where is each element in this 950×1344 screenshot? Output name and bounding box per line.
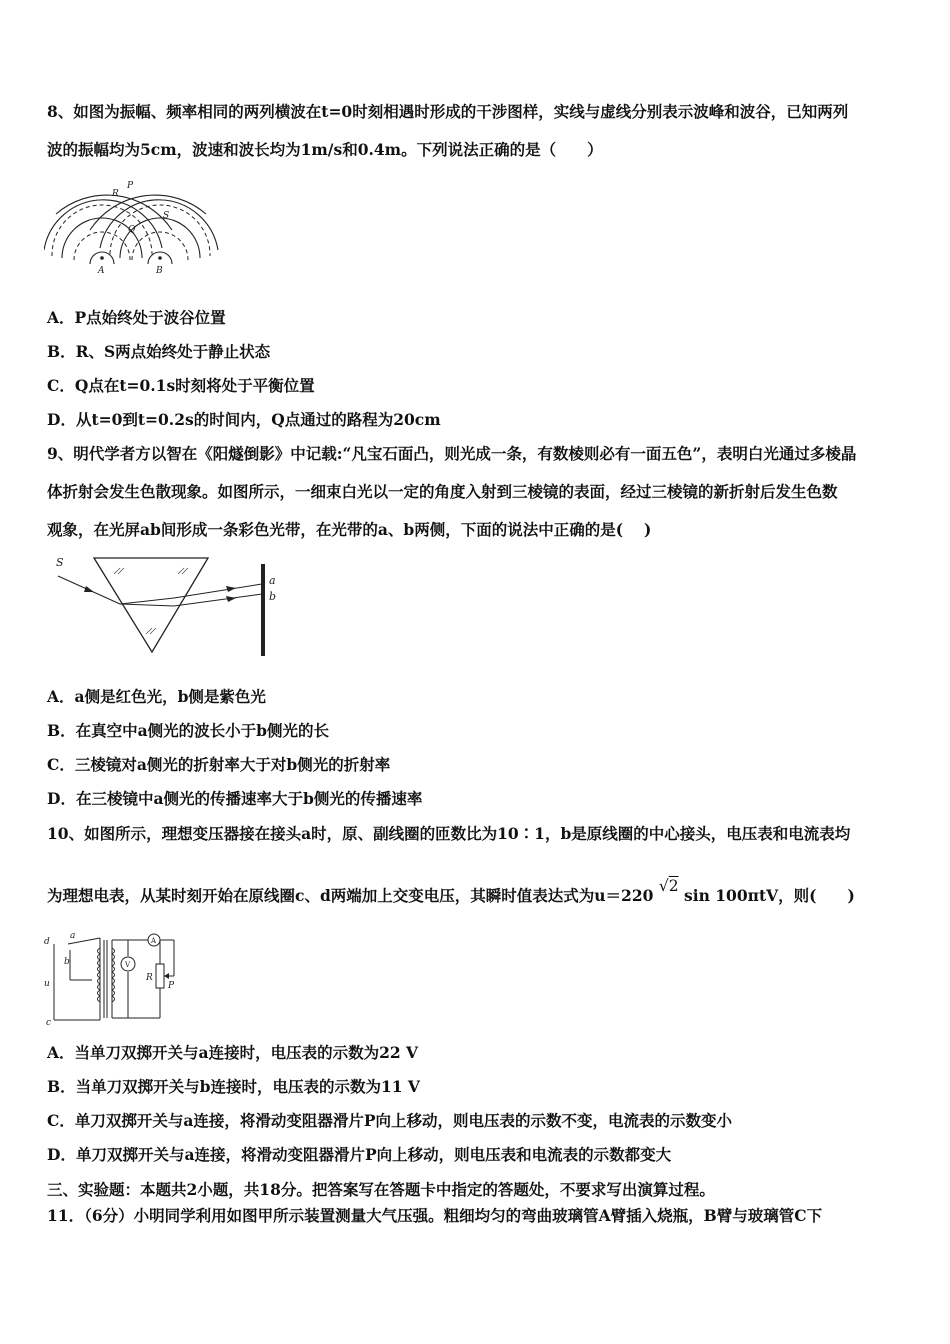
q9-option-a: A．a侧是红色光，b侧是紫色光 (47, 687, 266, 706)
q8-interference-figure (44, 178, 219, 278)
q10-label-u: u (44, 979, 50, 989)
q8-label-p: P (127, 181, 134, 191)
q10-option-b: B．当单刀双掷开关与b连接时，电压表的示数为11 V (47, 1077, 420, 1096)
q10-stem-line2-part1: 为理想电表，从某时刻开始在原线圈c、d两端加上交变电压，其瞬时值表达式为u＝220 (47, 886, 654, 905)
q9-stem-line3: 观象，在光屏ab间形成一条彩色光带，在光带的a、b两侧，下面的说法中正确的是( ) (47, 520, 652, 539)
q9-option-b: B．在真空中a侧光的波长小于b侧光的长 (47, 721, 329, 740)
q8-option-a: A．P点始终处于波谷位置 (47, 308, 226, 327)
q10-label-c: c (46, 1018, 52, 1026)
q8-option-b: B．R、S两点始终处于静止状态 (47, 342, 271, 361)
q8-stem-line1: 8、如图为振幅、频率相同的两列横波在t=0时刻相遇时形成的干涉图样，实线与虚线分别表示波峰和波谷，已知两列 (47, 102, 849, 121)
q10-label-r: R (146, 973, 153, 983)
ammeter-label: A (151, 937, 157, 945)
q8-option-c: C．Q点在t=0.1s时刻将处于平衡位置 (47, 376, 315, 395)
q10-stem-line1: 10、如图所示，理想变压器接在接头a时，原、副线圈的匝数比为10∶1，b是原线圈的中心接头，电压表和电流表均 (47, 824, 851, 843)
q10-option-a: A．当单刀双掷开关与a连接时，电压表的示数为22 V (47, 1043, 419, 1062)
q8-label-r: R (112, 189, 119, 199)
q9-label-b: b (269, 590, 277, 603)
q9-stem-line1: 9、明代学者方以智在《阳燧倒影》中记载:“凡宝石面凸，则光成一条，有数棱则必有一面五色”，表明白光通过多棱晶 (47, 444, 857, 463)
q10-label-a: a (70, 931, 76, 941)
q9-prism-figure (50, 552, 290, 658)
q10-option-d: D．单刀双掷开关与a连接，将滑动变阻器滑片P向上移动，则电压表和电流表的示数都变大 (47, 1145, 672, 1164)
q9-label-s: S (56, 556, 64, 569)
q10-label-d: d (44, 937, 50, 947)
q11-stem-line1: 11．（6分）小明同学利用如图甲所示装置测量大气压强。粗细均匀的弯曲玻璃管A臂插入烧瓶，B臂与玻璃管C下 (47, 1206, 823, 1225)
q9-label-a: a (269, 574, 276, 587)
q10-transformer-figure (42, 928, 192, 1026)
q8-label-a: A (98, 266, 105, 276)
q10-stem-line2 (47, 877, 855, 906)
q9-option-d: D．在三棱镜中a侧光的传播速率大于b侧光的传播速率 (47, 789, 423, 808)
q10-stem-line2-part2: sin 100πtV，则( ) (683, 886, 855, 905)
q10-sqrt: √2 (658, 877, 679, 895)
q9-option-c: C．三棱镜对a侧光的折射率大于对b侧光的折射率 (47, 755, 391, 774)
q9-stem-line2: 体折射会发生色散现象。如图所示，一细束白光以一定的角度入射到三棱镜的表面，经过三棱镜的新折射后发生色数 (47, 482, 838, 501)
q10-label-b: b (64, 957, 70, 967)
voltmeter-label: V (125, 961, 131, 969)
q8-label-q: Q (128, 225, 136, 235)
section3-heading: 三、实验题：本题共2小题，共18分。把答案写在答题卡中指定的答题处，不要求写出演算过程。 (47, 1180, 715, 1199)
q8-option-d: D．从t=0到t=0.2s的时间内，Q点通过的路程为20cm (47, 410, 441, 429)
q8-stem-line2: 波的振幅均为5cm，波速和波长均为1m/s和0.4m。下列说法正确的是（ ） (47, 140, 603, 159)
q10-label-p: P (168, 981, 175, 991)
q8-label-b: B (156, 266, 163, 276)
q8-label-s: S (163, 211, 170, 221)
q10-option-c: C．单刀双掷开关与a连接，将滑动变阻器滑片P向上移动，则电压表的示数不变，电流表的示数变小 (47, 1111, 733, 1130)
